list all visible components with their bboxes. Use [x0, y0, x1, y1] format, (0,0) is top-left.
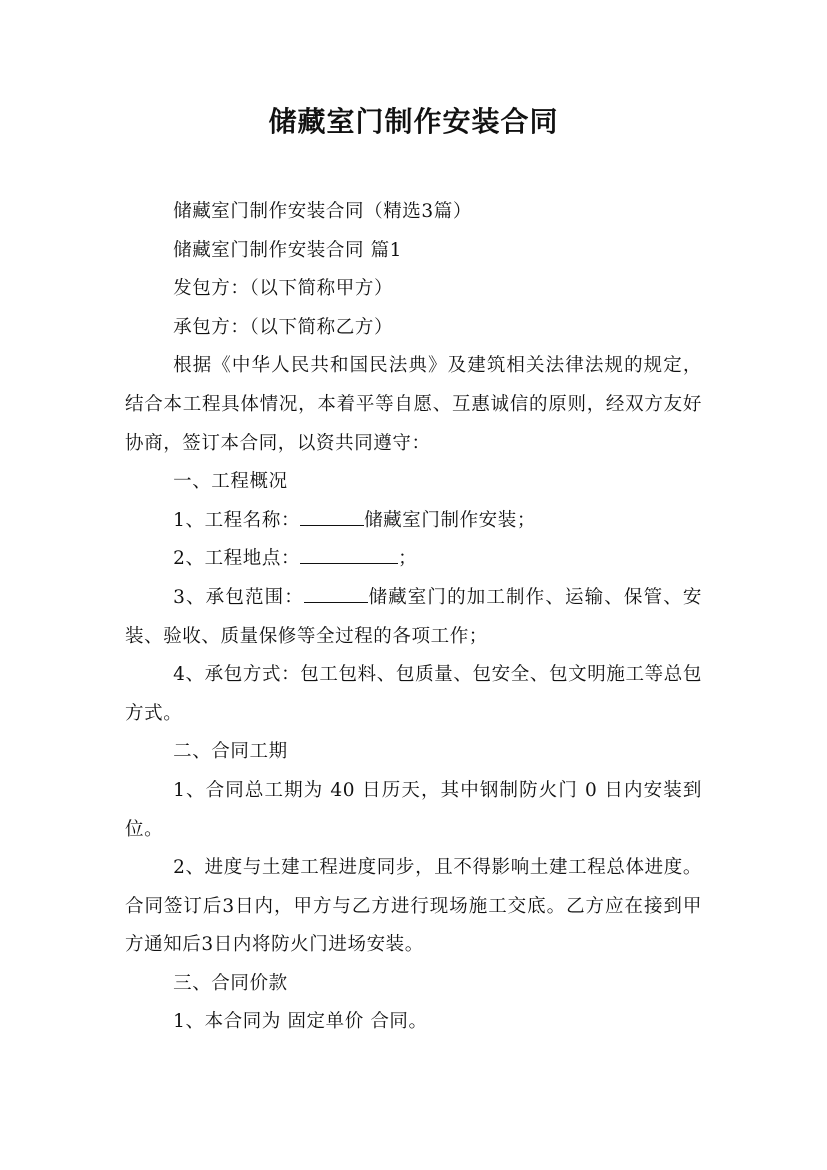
document-title: 储藏室门制作安装合同	[268, 105, 559, 138]
paragraph-part-heading: 储藏室门制作安装合同 篇1	[173, 239, 403, 261]
clause-schedule: 2、进度与土建工程进度同步，且不得影响土建工程总体进度。合同签订后3日内，甲方与乙方进行现场施工交底。乙方应在接到甲方通知后3日内将防火门进场安装。	[125, 857, 702, 956]
paragraph-subtitle: 储藏室门制作安装合同（精选3篇）	[173, 201, 472, 222]
clause-price-type: 1、本合同为 固定单价 合同。	[173, 1011, 428, 1033]
clause-value: ；	[398, 548, 418, 570]
fill-in-blank	[300, 505, 364, 525]
fill-in-blank	[304, 583, 368, 603]
clause-value: 储藏室门的加工制作、运输、保管、安装、验收、质量保修等全过程的各项工作；	[125, 586, 702, 647]
clause-contract-scope	[125, 579, 702, 656]
section-heading-contract-period: 二、合同工期	[173, 741, 288, 763]
clause-project-name	[125, 502, 702, 541]
clause-contract-method: 4、承包方式：包工包料、包质量、包安全、包文明施工等总包方式。	[125, 664, 702, 724]
document-body	[125, 193, 702, 1042]
clause-value: 储藏室门制作安装；	[364, 509, 536, 531]
paragraph-employer: 发包方：（以下简称甲方）	[173, 278, 394, 300]
clause-project-site	[125, 540, 702, 579]
paragraph-contractor: 承包方：（以下简称乙方）	[173, 316, 394, 338]
section-heading-contract-price: 三、合同价款	[173, 972, 288, 994]
clause-label: 1、工程名称：	[173, 509, 301, 531]
fill-in-blank	[300, 544, 398, 564]
clause-label: 3、承包范围：	[173, 586, 304, 608]
clause-total-period: 1、合同总工期为 40 日历天，其中钢制防火门 0 日内安装到位。	[125, 779, 702, 840]
section-heading-project-overview: 一、工程概况	[173, 471, 288, 493]
paragraph-preamble: 根据《中华人民共和国民法典》及建筑相关法律法规的规定，结合本工程具体情况，本着平等自愿、互惠诚信的原则，经双方友好协商，签订本合同，以资共同遵守：	[125, 355, 702, 454]
clause-label: 2、工程地点：	[173, 548, 301, 570]
